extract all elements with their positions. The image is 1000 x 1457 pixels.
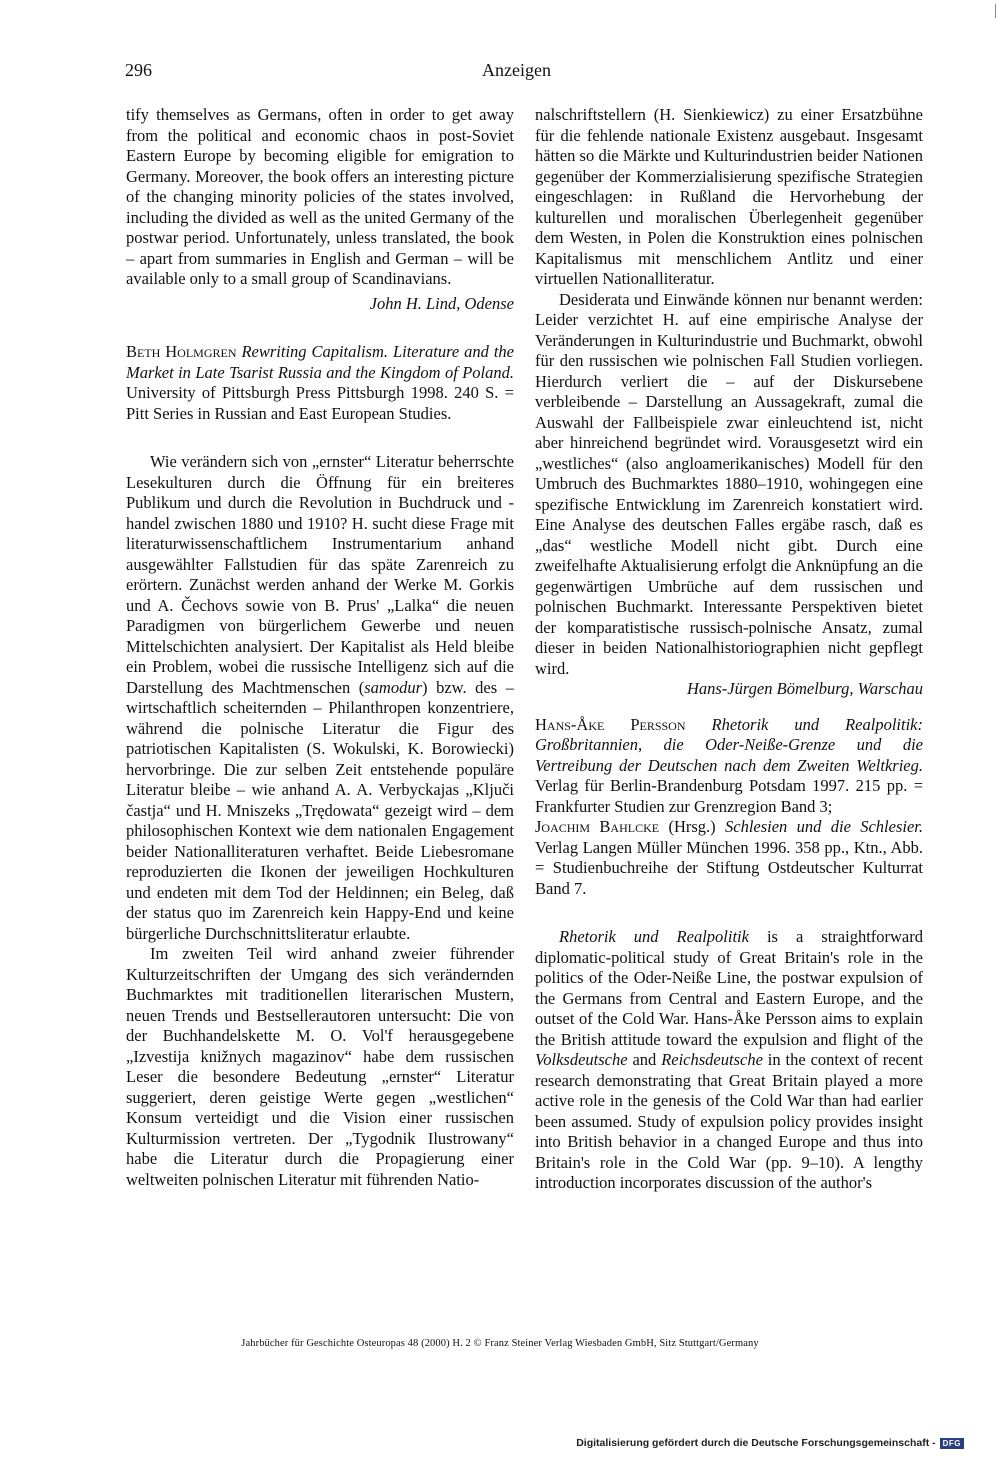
paragraph-text: in the context of recent research demonstrating that Great Britain played a more active role in the genesis of the Cold War than had earlier been assumed. Study of expulsion policy provides insight into British behavior in a changed Europe and thus into Britain's role in the Cold War (pp. 9–10). A lengthy introduction incorporates discussion of the author's [535, 1050, 923, 1192]
paragraph-text: and [627, 1050, 662, 1069]
citation-author: Hans-Åke Persson [535, 714, 686, 734]
running-head: Anzeigen [482, 60, 551, 80]
digitization-text: Digitalisierung gefördert durch die Deutsche Forschungsgemeinschaft - [576, 1437, 936, 1449]
page-edge-mark [995, 4, 996, 18]
left-column [126, 105, 514, 1190]
digitization-notice [576, 1437, 964, 1449]
reviewer-signature-lind: John H. Lind, Odense [369, 293, 514, 313]
paragraph-text: Wie verändern sich von „ernster“ Literatur beherrschte Lesekulturen durch die Öffnung für ein breiteres Publikum und durch die Revolution in Buchdruck und -handel zwischen 1880 und 1910? H. sucht diese Frage mit literaturwissenschaftlichem Instrumentarium anhand ausgewählter Fallstudien für das späte Zarenreich zu erörtern. Zunächst werden anhand der Werke M. Gorkis und A. Čechovs sowie von B. Prus' „Lalka“ die neuen Paradigmen von bürgerlichem Gewerbe und neuen Mittelschichten analysiert. Der Kapitalist als Held bleibe ein Problem, wobei die russische Intelligenz sich auf die Darstellung des Machtmenschen ( [126, 452, 514, 697]
journal-footer: Jahrbücher für Geschichte Osteuropas 48 (2000) H. 2 © Franz Steiner Verlag Wiesbaden GmbH, Sitz Stuttgart/Germany [241, 1338, 759, 1349]
review1-continuation: tify themselves as Germans, often in order to get away from the political and economic chaos in post-Soviet Eastern Europe by becoming eligible for emigration to Germany. Moreover, the book offers an interesting picture of the changing minority policies of the states involved, including the divided as well as the united Germany of the postwar period. Unfortunately, unless translated, the book – apart from summaries in English and German – will be available only to a small group of Scandinavians. [126, 105, 514, 288]
dfg-logo: DFG [940, 1438, 964, 1449]
review-citation-persson [535, 715, 923, 818]
review2-paragraph-2-continuation: nalschriftstellern (H. Sienkiewicz) zu einer Ersatzbühne für die fehlende nationale Existenz ausgebaut. Insgesamt hätten so die Märkte und Kulturindustrien beider Nationen gegenüber der Kommerzialisierung spezifische Strategien eingeschlagen: in Rußland die Hervorhebung der kulturellen und moralischen Überlegenheit gegenüber dem Westen, in Polen die Konstruktion eines polnischen Kapitalismus mit menschlichem Antlitz und einer virtuellen Nationalliteratur. [535, 105, 923, 288]
reviewer-signature-boemelburg: Hans-Jürgen Bömelburg, Warschau [686, 679, 923, 698]
citation-editor-mark: (Hrsg.) [668, 817, 716, 836]
citation-author: Joachim Bahlcke [535, 817, 660, 836]
citation-details: University of Pittsburgh Press Pittsburgh 1998. 240 S. = Pitt Series in Russian and East European Studies. [126, 383, 514, 423]
right-column [535, 105, 923, 1194]
paragraph-emphasis: Reichsdeutsche [661, 1050, 763, 1069]
citation-title: Rhetorik und Realpolitik: Großbritannien, die Oder-Neiße-Grenze und die Vertreibung der Deutschen nach dem Zweiten Weltkrieg. [535, 714, 923, 775]
review-citation-bahlcke [535, 817, 923, 899]
citation-title: Schlesien und die Schlesier. [725, 817, 924, 836]
paragraph-emphasis: samodur [364, 677, 423, 697]
review2-paragraph-2: Im zweiten Teil wird anhand zweier führender Kulturzeitschriften der Umgang des sich verändernden Buchmarktes mit traditionellen literarischen Mustern, neuen Trends und Bestsellerautoren untersucht: Die von der Buchhandelskette M. O. Vol'f herausgegebene „Izvestija knižnych magazinov“ habe dem russischen Leser die besondere Bedeutung „ernster“ Literatur suggeriert, deren geistige Werte gegen „westlichen“ Konsum verteidigt und die Vision einer russischen Kulturmission vertreten. Der „Tygodnik Ilustrowany“ habe die Literatur durch die Propagierung einer weltweiten polnischen Literatur mit führenden Natio- [126, 944, 514, 1189]
review3-paragraph-1 [535, 927, 923, 1194]
paragraph-text: ) bzw. des – wirtschaftlich scheiternden – Philanthropen konzentriere, während die polnische Literatur die Figur des patriotischen Kapitalisten (S. Wokulski, K. Borowiecki) hervorbringe. Die zur selben Zeit entstehende populäre Literatur bleibe – wie anhand A. A. Verbyckajas „Ključi častja“ und H. Mniszeks „Trędowata“ gezeigt wird – dem philosophischen Kontext wie dem nationalen Engagement beider Nationalliteraturen verhaftet. Beide Liebesromane reproduzierten die Ikonen der jeweiligen Hochkulturen und endeten mit dem Tod der Heldinnen; ein Beleg, daß der status quo im Zarenreich kein Happy-End und keine bürgerliche Durchschnittsliteratur erlaubte. [126, 677, 514, 943]
page-number: 296 [125, 60, 152, 80]
review2-paragraph-1 [126, 452, 514, 944]
paragraph-text: is a straightforward diplomatic-political study of Great Britain's role in the politics of the Oder-Neiße Line, the postwar expulsion of the Germans from Central and Eastern Europe, and the outset of the Cold War. Hans-Åke Persson aims to explain the British attitude toward the expulsion and flight of the [535, 927, 924, 1049]
citation-author: Beth Holmgren [126, 342, 237, 361]
paragraph-emphasis: Volksdeutsche [535, 1050, 628, 1069]
citation-title: Rewriting Capitalism. Literature and the Market in Late Tsarist Russia and the Kingdom of Poland. [126, 342, 515, 382]
citation-details: Verlag für Berlin-Brandenburg Potsdam 1997. 215 pp. = Frankfurter Studien zur Grenzregion Band 3; [535, 776, 923, 816]
review-citation-holmgren [126, 342, 514, 424]
review2-paragraph-3: Desiderata und Einwände können nur benannt werden: Leider verzichtet H. auf eine empirische Analyse der Veränderungen in Kulturindustrie und Buchmarkt, obwohl für den russischen wie polnischen Fall Studien vorliegen. Hierdurch verliert die – auf der Diskursebene verbleibende – Darstellung an Aussagekraft, zumal die Auswahl der Fallbeispiele zwar einleuchtend ist, nicht aber hinreichend begründet wird. Vorausgesetzt wird ein „westliches“ (also angloamerikanisches) Modell für den Umbruch des Buchmarktes 1880–1910, wohingegen eine spezifische Entwicklung im Zarenreich konstatiert wird. Eine Analyse des deutschen Falles ergäbe rasch, daß es „das“ westliche Modell nicht gibt. Durch eine zweifelhafte Aktualisierung erfolgt die Anknüpfung an die gegenwärtigen Umbrüche auf dem russischen und polnischen Buchmarkt. Interessante Perspektiven bietet der komparatistische russisch-polnische Ansatz, zumal dieser in beiden Nationalhistoriographien nicht gepflegt wird. [535, 289, 923, 678]
citation-details: Verlag Langen Müller München 1996. 358 pp., Ktn., Abb. = Studienbuchreihe der Stiftung Ostdeutscher Kulturrat Band 7. [535, 837, 923, 898]
paragraph-emphasis: Rhetorik und Realpolitik [559, 927, 749, 946]
